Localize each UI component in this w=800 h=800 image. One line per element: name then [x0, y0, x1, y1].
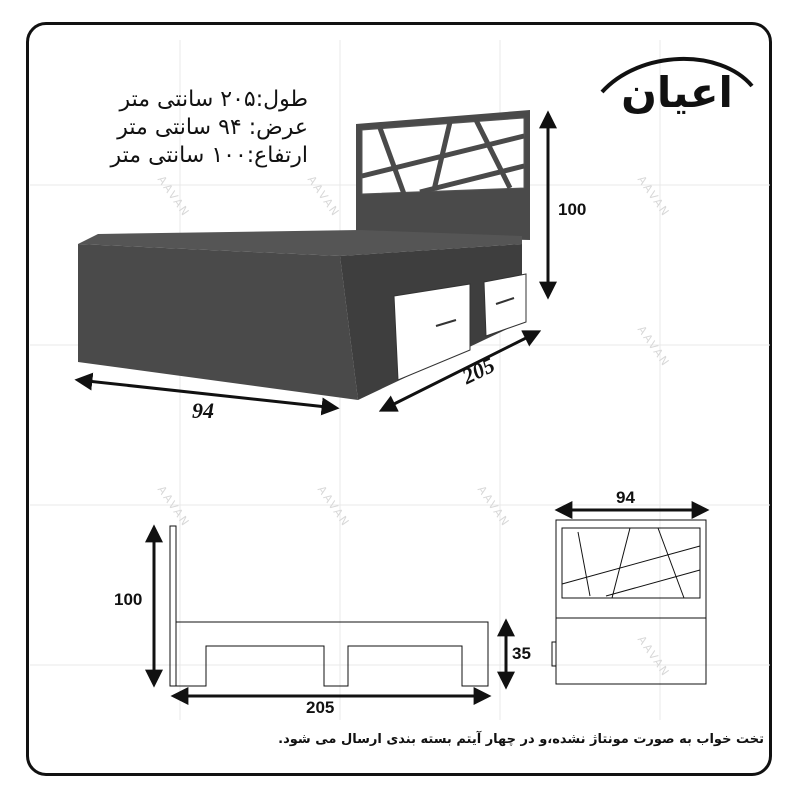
watermark: AAVAN — [634, 173, 673, 220]
watermark: AAVAN — [314, 483, 353, 530]
spec-height: ارتفاع:۱۰۰ سانتی متر — [110, 143, 308, 168]
watermark: AAVAN — [474, 483, 513, 530]
iso-bed-front — [78, 244, 358, 400]
side-length-label: 205 — [306, 698, 335, 717]
iso-drawer-2 — [484, 274, 526, 336]
iso-length-label: 205 — [457, 352, 499, 390]
watermark: AAVAN — [304, 173, 343, 220]
watermark: AAVAN — [634, 323, 673, 370]
side-height-label: 100 — [114, 590, 143, 609]
brand-logo: اعیان — [621, 68, 733, 117]
front-view — [552, 520, 706, 684]
watermark: AAVAN — [154, 483, 193, 530]
front-width-label: 94 — [616, 488, 635, 507]
spec-list — [111, 86, 308, 170]
assembly-note: تخت خواب به صورت مونتاژ نشده،و در چهار آیتم بسته بندی ارسال می شود. — [278, 732, 764, 747]
spec-length: طول:۲۰۵ سانتی متر — [119, 87, 308, 112]
watermark: AAVAN — [634, 633, 673, 680]
spec-width: عرض: ۹۴ سانتی متر — [117, 115, 308, 140]
iso-height-label: 100 — [558, 200, 587, 219]
side-view — [170, 526, 488, 686]
side-drawer-label: 35 — [512, 644, 531, 663]
iso-width-label: 94 — [192, 398, 214, 423]
watermark: AAVAN — [154, 173, 193, 220]
